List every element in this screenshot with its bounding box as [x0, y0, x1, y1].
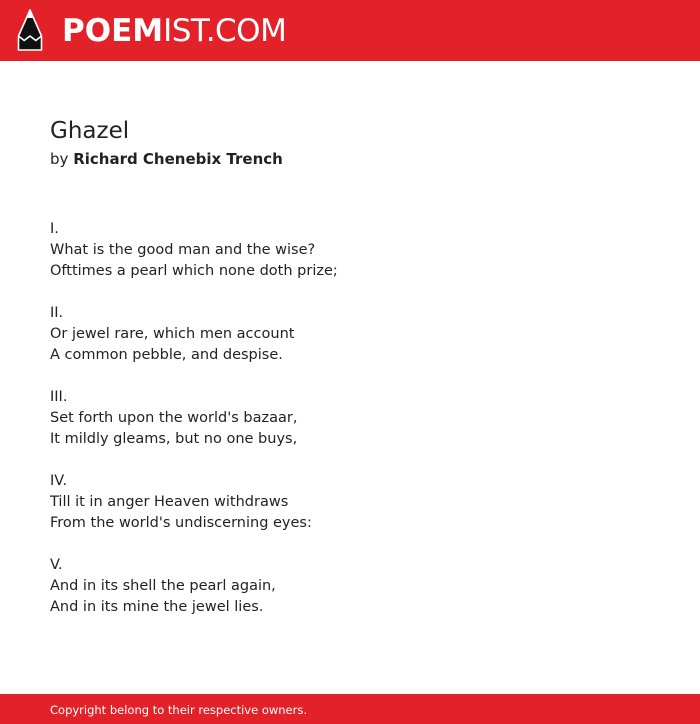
poem-line: And in its mine the jewel lies.: [50, 599, 264, 615]
site-logo[interactable]: [62, 11, 286, 51]
poem-body: [50, 219, 338, 639]
pencil-icon[interactable]: [17, 9, 43, 51]
poem-line: And in its shell the pearl again,: [50, 578, 276, 594]
byline: [50, 149, 283, 169]
stanza: [50, 219, 338, 282]
stanza: [50, 387, 338, 450]
stanza: [50, 471, 338, 534]
stanza-number: I.: [50, 221, 59, 237]
logo-bold-text: POEM: [62, 13, 164, 49]
copyright-notice: Copyright belong to their respective owners.: [50, 703, 308, 717]
poem-line: From the world's undiscerning eyes:: [50, 515, 312, 531]
stanza-number: III.: [50, 389, 68, 405]
stanza-number: V.: [50, 557, 63, 573]
poem-title: Ghazel: [50, 118, 130, 144]
byline-label: by: [50, 150, 69, 168]
poem-line: It mildly gleams, but no one buys,: [50, 431, 298, 447]
stanza: [50, 303, 338, 366]
logo-light-text: IST.COM: [163, 13, 287, 49]
poem-line: A common pebble, and despise.: [50, 347, 283, 363]
poem-line: Set forth upon the world's bazaar,: [50, 410, 298, 426]
poem-line: What is the good man and the wise?: [50, 242, 316, 258]
stanza-number: II.: [50, 305, 64, 321]
site-footer: [0, 694, 700, 724]
stanza: [50, 555, 338, 618]
author-name: Richard Chenebix Trench: [73, 150, 283, 168]
poem-line: Or jewel rare, which men account: [50, 326, 295, 342]
poem-line: Ofttimes a pearl which none doth prize;: [50, 263, 338, 279]
stanza-number: IV.: [50, 473, 67, 489]
poem-line: Till it in anger Heaven withdraws: [50, 494, 289, 510]
site-header: [0, 0, 700, 61]
